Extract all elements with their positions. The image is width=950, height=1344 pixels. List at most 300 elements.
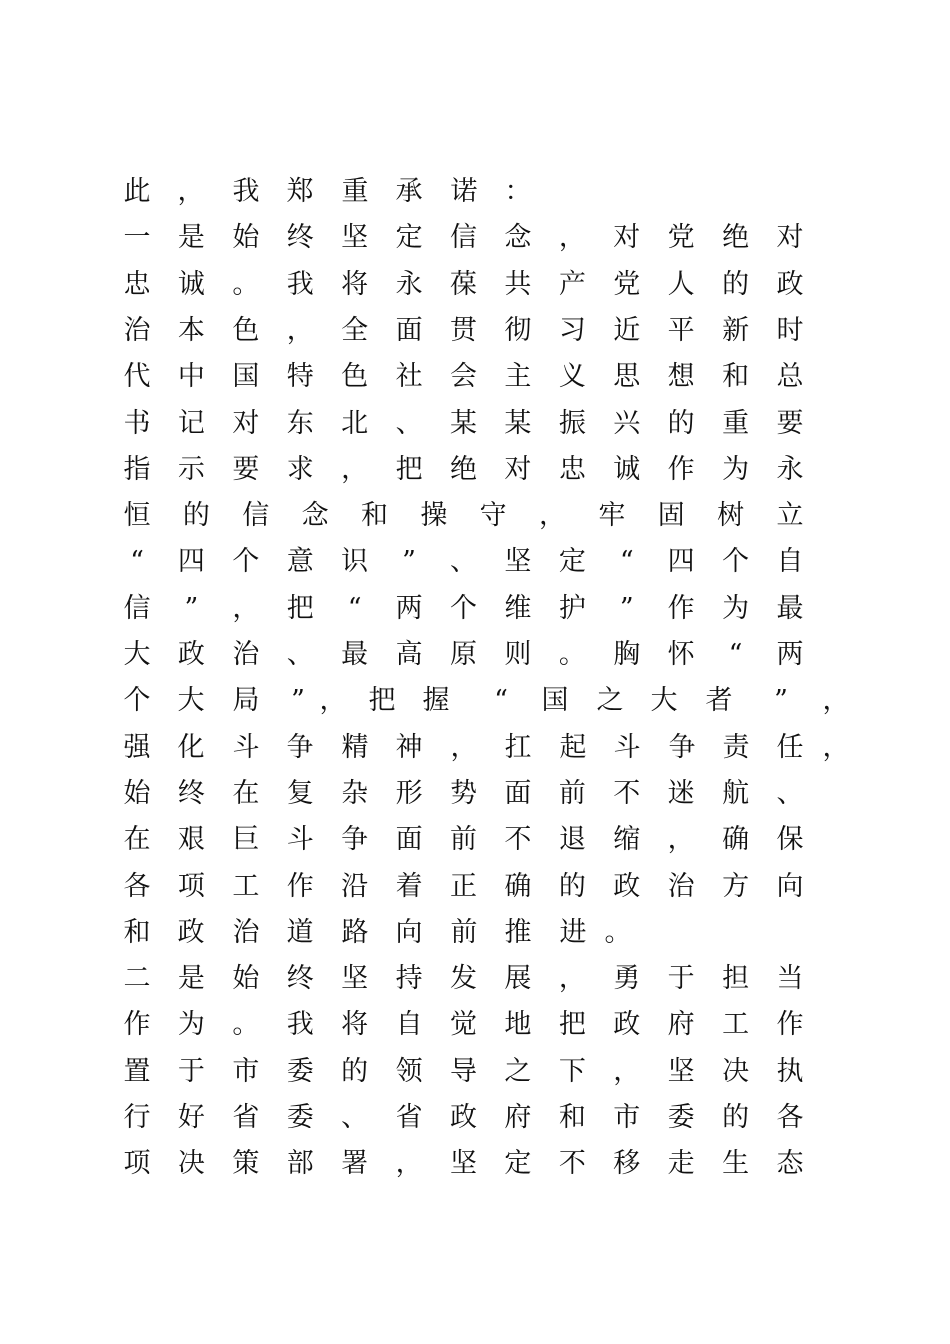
text-char: 示 [177, 453, 205, 485]
text-char: 路 [341, 916, 369, 948]
text-char: “ [347, 592, 362, 624]
text-char: 个 [450, 592, 477, 624]
text-char: 要 [232, 453, 260, 485]
text-char: 个 [123, 685, 151, 717]
text-char: 作 [123, 1009, 151, 1041]
text-char: 进 [559, 916, 587, 948]
text-char: “ [728, 639, 743, 670]
text-char: 大 [650, 685, 678, 717]
text-char: 主 [504, 361, 532, 393]
text-char: 杂 [341, 777, 369, 809]
text-line [0, 1052, 950, 1092]
text-char: 某 [450, 407, 477, 439]
text-char: 定 [395, 222, 423, 254]
text-char: 守 [479, 500, 507, 532]
text-char: 面 [504, 777, 532, 809]
text-char: 走 [667, 1148, 695, 1180]
text-char: ， [286, 314, 314, 346]
text-char: ” [402, 546, 416, 578]
text-char: 是 [177, 963, 205, 995]
text-char: 确 [504, 870, 532, 902]
text-char: 本 [177, 314, 205, 346]
text-char: 局 [232, 685, 260, 717]
text-char: 治 [232, 916, 260, 948]
text-char: 正 [450, 870, 477, 902]
text-char: 的 [341, 1055, 369, 1087]
text-char: “ [619, 546, 634, 578]
text-char: 署 [341, 1148, 369, 1180]
text-char: 态 [776, 1148, 804, 1180]
text-char: 一 [123, 222, 151, 254]
text-char: 在 [123, 824, 151, 856]
text-char: 对 [504, 453, 532, 485]
text-char: 保 [776, 824, 804, 856]
text-char: 色 [341, 361, 369, 393]
text-char: 作 [286, 870, 314, 902]
text-char: 始 [232, 222, 260, 254]
text-char: 为 [722, 453, 750, 485]
text-char: 省 [395, 1102, 423, 1133]
text-char: 总 [776, 361, 804, 393]
text-char: 近 [613, 314, 641, 346]
text-char: 记 [177, 407, 205, 439]
text-line [0, 913, 950, 953]
text-char: ， [822, 685, 850, 717]
text-char: 扛 [504, 731, 532, 763]
text-char: 之 [504, 1055, 532, 1087]
text-char: 于 [667, 963, 695, 995]
text-char: 责 [722, 731, 750, 763]
text-char: 部 [286, 1148, 314, 1180]
text-char: ， [667, 824, 695, 856]
text-char: 东 [286, 407, 314, 439]
text-char: 展 [504, 963, 532, 995]
text-char: 重 [341, 176, 369, 207]
text-line [0, 774, 950, 814]
text-char: 新 [722, 314, 750, 346]
text-char: 。 [232, 268, 260, 300]
text-char: 勇 [613, 963, 641, 995]
text-char: 自 [776, 546, 804, 578]
text-line [0, 959, 950, 999]
text-char: 怀 [667, 639, 695, 670]
text-char: 和 [558, 1102, 586, 1133]
text-char: 对 [776, 222, 804, 254]
text-char: 委 [286, 1055, 314, 1087]
text-char: 最 [341, 639, 369, 670]
text-char: 之 [596, 685, 624, 717]
text-char: 思 [613, 361, 641, 393]
text-char: 特 [286, 361, 314, 393]
text-char: 高 [395, 639, 423, 670]
text-char: 大 [177, 685, 205, 717]
text-char: 当 [776, 963, 804, 995]
text-char: ” [619, 592, 634, 624]
text-line [0, 1144, 950, 1184]
text-char: 的 [667, 407, 695, 439]
text-char: 握 [422, 685, 450, 717]
text-char: 诚 [613, 453, 641, 485]
text-char: 向 [395, 916, 423, 948]
text-char: 斗 [286, 824, 314, 856]
text-char: 、 [341, 1102, 369, 1133]
text-char: 大 [123, 639, 151, 670]
text-char: 府 [667, 1009, 695, 1041]
text-char: 前 [450, 916, 478, 948]
text-char: 诚 [177, 268, 205, 300]
text-line [0, 1098, 950, 1138]
text-char: 道 [286, 916, 314, 948]
text-line [0, 867, 950, 907]
text-char: 坚 [341, 963, 369, 995]
text-char: 我 [232, 176, 260, 207]
text-char: 省 [232, 1102, 260, 1133]
text-line [0, 172, 950, 212]
text-char: 把 [558, 1009, 586, 1041]
text-char: 置 [123, 1055, 151, 1087]
text-char: ， [822, 731, 850, 763]
text-char: 在 [232, 777, 260, 809]
text-char: 治 [232, 639, 260, 670]
text-char: 方 [722, 870, 750, 902]
text-char: 缩 [613, 824, 641, 856]
text-char: 不 [558, 1148, 586, 1180]
text-char: 求 [286, 453, 314, 485]
text-char: ， [450, 731, 478, 763]
text-char: 者 [705, 685, 733, 717]
text-char: 把 [395, 453, 423, 485]
text-char: 化 [177, 731, 205, 763]
text-char: 作 [776, 1009, 804, 1041]
text-char: ， [319, 685, 347, 717]
text-char: 坚 [450, 1148, 477, 1180]
text-line [0, 265, 950, 305]
text-char: 决 [722, 1055, 750, 1087]
text-char: 坚 [341, 222, 369, 254]
text-char: 护 [558, 592, 586, 624]
text-char: 始 [232, 963, 260, 995]
text-char: 和 [360, 500, 388, 532]
text-char: 某 [504, 407, 532, 439]
text-char: 定 [558, 546, 586, 578]
text-char: 、 [776, 777, 804, 809]
text-char: 和 [722, 361, 750, 393]
text-char: 树 [717, 500, 745, 532]
text-char: 我 [286, 268, 314, 300]
text-char: 委 [286, 1102, 314, 1133]
text-char: 策 [232, 1148, 260, 1180]
text-char: 争 [286, 731, 314, 763]
text-char: 复 [286, 777, 314, 809]
text-char: 艰 [177, 824, 205, 856]
text-char: ， [232, 592, 260, 624]
text-line [0, 357, 950, 397]
text-char: ， [613, 1055, 641, 1087]
text-char: ， [558, 963, 586, 995]
text-char: 四 [177, 546, 205, 578]
text-char: 移 [613, 1148, 641, 1180]
text-char: 人 [667, 268, 695, 300]
text-char: 永 [776, 453, 804, 485]
text-char: 。 [604, 916, 632, 948]
text-char: 市 [232, 1055, 260, 1087]
text-char: 时 [776, 314, 804, 346]
text-char: 彻 [504, 314, 532, 346]
text-char: 项 [123, 1148, 151, 1180]
text-char: 平 [667, 314, 695, 346]
text-char: 振 [558, 407, 586, 439]
text-char: 自 [395, 1009, 423, 1041]
text-char: ” [291, 685, 305, 717]
text-char: 此 [123, 176, 151, 207]
text-char: 永 [395, 268, 423, 300]
text-char: ： [504, 176, 532, 207]
text-char: 北 [341, 407, 369, 439]
text-char: 面 [395, 314, 423, 346]
text-char: “ [130, 546, 144, 578]
text-char: 义 [558, 361, 586, 393]
text-char: 将 [341, 1009, 369, 1041]
text-char: 确 [722, 824, 750, 856]
text-char: 政 [613, 1009, 641, 1041]
text-char: 想 [667, 361, 695, 393]
text-char: 向 [776, 870, 804, 902]
text-char: 操 [420, 500, 448, 532]
text-char: 信 [123, 592, 151, 624]
text-char: 政 [177, 639, 205, 670]
text-char: 最 [776, 592, 804, 624]
text-line [0, 635, 950, 675]
text-char: 绝 [450, 453, 477, 485]
text-line [0, 728, 950, 768]
text-char: ， [395, 1148, 423, 1180]
text-char: 中 [177, 361, 205, 393]
text-char: 工 [232, 870, 260, 902]
text-char: 二 [123, 963, 151, 995]
text-char: 为 [177, 1009, 205, 1041]
text-char: ” [774, 685, 788, 717]
text-char: 产 [558, 268, 586, 300]
text-line [0, 404, 950, 444]
text-char: 信 [242, 500, 270, 532]
text-char: 念 [301, 500, 329, 532]
text-char: 指 [123, 453, 151, 485]
text-char: 、 [286, 639, 314, 670]
text-char: 精 [341, 731, 369, 763]
text-char: 为 [722, 592, 750, 624]
text-char: 两 [395, 592, 423, 624]
text-line [0, 820, 950, 860]
text-char: 社 [395, 361, 423, 393]
text-char: 沿 [341, 870, 369, 902]
text-char: 念 [504, 222, 532, 254]
text-char: 郑 [286, 176, 314, 207]
text-char: 强 [123, 731, 151, 763]
text-char: 信 [450, 222, 477, 254]
text-line [0, 496, 950, 536]
text-char: 绝 [722, 222, 750, 254]
text-char: 治 [123, 314, 151, 346]
text-char: 治 [667, 870, 695, 902]
text-char: 牢 [598, 500, 626, 532]
text-char: 执 [776, 1055, 804, 1087]
text-char: 国 [541, 685, 569, 717]
text-char: ， [558, 222, 586, 254]
text-char: 神 [395, 731, 423, 763]
text-char: 府 [504, 1102, 532, 1133]
text-char: 习 [558, 314, 586, 346]
text-line [0, 681, 950, 721]
text-char: ” [184, 592, 199, 624]
text-char: ， [539, 500, 567, 532]
text-char: 航 [722, 777, 750, 809]
text-char: 定 [504, 1148, 532, 1180]
text-char: 推 [504, 916, 532, 948]
text-char: ， [341, 453, 369, 485]
text-char: 势 [450, 777, 477, 809]
text-char: 个 [232, 546, 260, 578]
text-char: 前 [558, 777, 586, 809]
text-char: 意 [286, 546, 314, 578]
text-char: ， [177, 176, 205, 207]
text-char: 恒 [123, 500, 151, 532]
text-char: 好 [177, 1102, 205, 1133]
text-char: 终 [286, 222, 314, 254]
text-char: 工 [722, 1009, 750, 1041]
text-char: 忠 [123, 268, 151, 300]
text-char: 。 [558, 639, 586, 670]
text-char: 导 [450, 1055, 477, 1087]
text-line [0, 589, 950, 629]
text-char: 忠 [558, 453, 586, 485]
text-char: 重 [722, 407, 750, 439]
text-char: 生 [722, 1148, 750, 1180]
text-char: 项 [177, 870, 205, 902]
text-char: 胸 [613, 639, 641, 670]
text-char: 担 [722, 963, 750, 995]
text-char: 坚 [504, 546, 532, 578]
text-char: 面 [395, 824, 423, 856]
text-char: 决 [177, 1148, 205, 1180]
text-char: 诺 [450, 176, 478, 207]
text-char: 觉 [450, 1009, 477, 1041]
text-char: 政 [177, 916, 205, 948]
text-char: 承 [395, 176, 423, 207]
text-char: 于 [177, 1055, 205, 1087]
text-line [0, 450, 950, 490]
text-char: 贯 [450, 314, 477, 346]
text-char: 地 [504, 1009, 532, 1041]
text-char: 领 [395, 1055, 423, 1087]
text-char: 作 [667, 453, 695, 485]
text-char: 对 [613, 222, 641, 254]
text-char: 斗 [613, 731, 641, 763]
text-char: 的 [722, 1102, 750, 1133]
text-char: 始 [123, 777, 151, 809]
text-char: 是 [177, 222, 205, 254]
text-line [0, 311, 950, 351]
text-char: 任 [776, 731, 804, 763]
text-char: 和 [123, 916, 151, 948]
text-char: 要 [776, 407, 804, 439]
text-char: 不 [613, 777, 641, 809]
text-char: “ [494, 685, 508, 717]
text-char: 持 [395, 963, 423, 995]
text-char: 个 [722, 546, 750, 578]
text-char: 的 [182, 500, 210, 532]
text-char: 委 [667, 1102, 695, 1133]
text-char: 党 [613, 268, 641, 300]
text-char: 迷 [667, 777, 695, 809]
text-char: 固 [657, 500, 685, 532]
text-char: 各 [123, 870, 151, 902]
text-char: 斗 [232, 731, 260, 763]
text-char: 全 [341, 314, 369, 346]
text-char: 政 [613, 870, 641, 902]
text-char: 立 [776, 500, 804, 532]
text-char: 争 [668, 731, 696, 763]
text-char: 四 [667, 546, 695, 578]
text-char: 终 [286, 963, 314, 995]
text-char: 书 [123, 407, 151, 439]
text-char: 把 [286, 592, 314, 624]
text-char: 起 [559, 731, 587, 763]
text-char: 巨 [232, 824, 260, 856]
text-char: 两 [776, 639, 804, 670]
text-char: 不 [504, 824, 532, 856]
text-char: 下 [558, 1055, 586, 1087]
text-line [0, 1005, 950, 1045]
text-char: 兴 [613, 407, 641, 439]
text-char: 共 [504, 268, 532, 300]
text-char: 的 [722, 268, 750, 300]
text-char: 会 [450, 361, 477, 393]
text-char: 争 [341, 824, 369, 856]
text-char: 代 [123, 361, 151, 393]
text-char: 原 [450, 639, 477, 670]
text-char: 、 [450, 546, 477, 578]
text-char: 发 [450, 963, 477, 995]
text-char: 把 [368, 685, 396, 717]
text-char: 则 [504, 639, 532, 670]
text-char: 将 [341, 268, 369, 300]
text-char: 、 [395, 407, 423, 439]
text-char: 政 [776, 268, 804, 300]
text-char: 行 [123, 1102, 151, 1133]
text-char: 着 [395, 870, 423, 902]
text-char: 色 [232, 314, 260, 346]
text-char: 前 [450, 824, 477, 856]
text-char: 作 [667, 592, 695, 624]
text-char: 维 [504, 592, 532, 624]
text-char: 市 [613, 1102, 641, 1133]
text-char: 识 [341, 546, 369, 578]
text-char: 终 [177, 777, 205, 809]
text-char: 国 [232, 361, 260, 393]
text-char: 我 [286, 1009, 314, 1041]
text-line [0, 542, 950, 582]
text-char: 的 [558, 870, 586, 902]
text-char: 对 [232, 407, 260, 439]
text-char: 形 [395, 777, 423, 809]
text-char: 退 [558, 824, 586, 856]
text-char: 葆 [450, 268, 477, 300]
text-char: 政 [450, 1102, 477, 1133]
text-char: 坚 [667, 1055, 695, 1087]
text-line [0, 218, 950, 258]
text-char: 。 [232, 1009, 260, 1041]
text-char: 各 [776, 1102, 804, 1133]
